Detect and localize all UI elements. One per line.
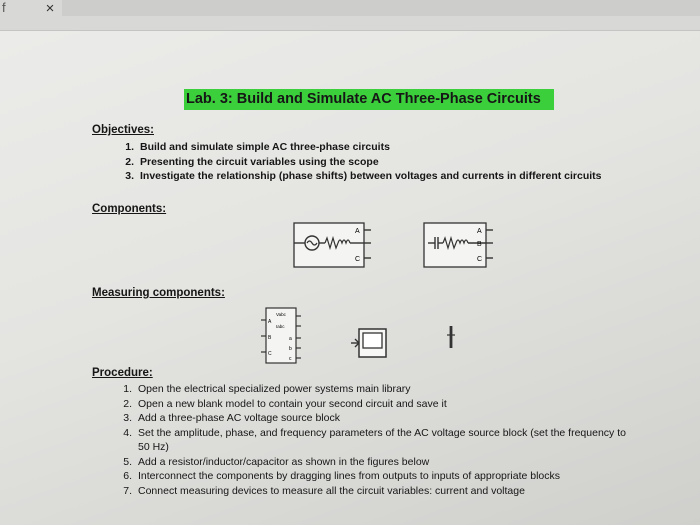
ground-terminal-icon [444,324,458,350]
objectives-heading: Objectives: [92,124,154,136]
components-heading: Components: [92,203,167,215]
port-label: B [268,335,272,341]
list-item: 6. Interconnect the components by dragging lines from outputs to inputs of appropriate blocks [123,470,560,482]
port-label: a [289,336,292,342]
list-item: 2. Presenting the circuit variables using the scope [125,155,379,168]
port-label: B [477,241,482,248]
port-label: C [477,256,483,263]
measuring-heading: Measuring components: [92,287,225,299]
list-item: 1. Open the electrical specialized power systems main library [123,383,411,395]
three-phase-load-block [423,222,495,270]
list-item: 4. Set the amplitude, phase, and frequency parameters of the AC voltage source block (set the frequency to 50 Hz) [123,426,626,453]
list-item: 3. Investigate the relationship (phase shifts) between voltages and currents in different circuits [125,170,602,182]
list-item: 2. Open a new blank model to contain your second circuit and save it [123,397,447,410]
port-label: A [355,228,360,235]
vi-measurement-block [260,306,302,366]
scope-icon [350,326,388,360]
objectives-list [125,140,660,184]
list-item: 7. Connect measuring devices to measure all the circuit variables: current and voltage [123,484,525,497]
tab-title[interactable]: f [2,0,6,15]
port-label: C [268,351,272,357]
list-item: 1. Build and simulate simple AC three-phase circuits [125,141,390,153]
port-label: Iabc [276,324,285,329]
port-label: b [289,346,292,352]
port-label: Vabc [276,312,286,317]
procedure-heading: Procedure: [92,367,153,379]
port-label: A [477,228,482,235]
port-label: A [268,319,272,325]
procedure-list [123,382,638,498]
list-item: 3. Add a three-phase AC voltage source block [123,412,340,424]
page-title: Lab. 3: Build and Simulate AC Three-Phase Circuits [184,89,554,110]
close-icon[interactable]: × [45,0,55,17]
three-phase-source-block [293,222,373,270]
tab-strip [62,0,700,16]
port-label: C [355,256,361,263]
browser-tab-bar [0,0,700,31]
list-item: 5. Add a resistor/inductor/capacitor as shown in the figures below [123,455,430,468]
port-label: c [289,356,292,362]
